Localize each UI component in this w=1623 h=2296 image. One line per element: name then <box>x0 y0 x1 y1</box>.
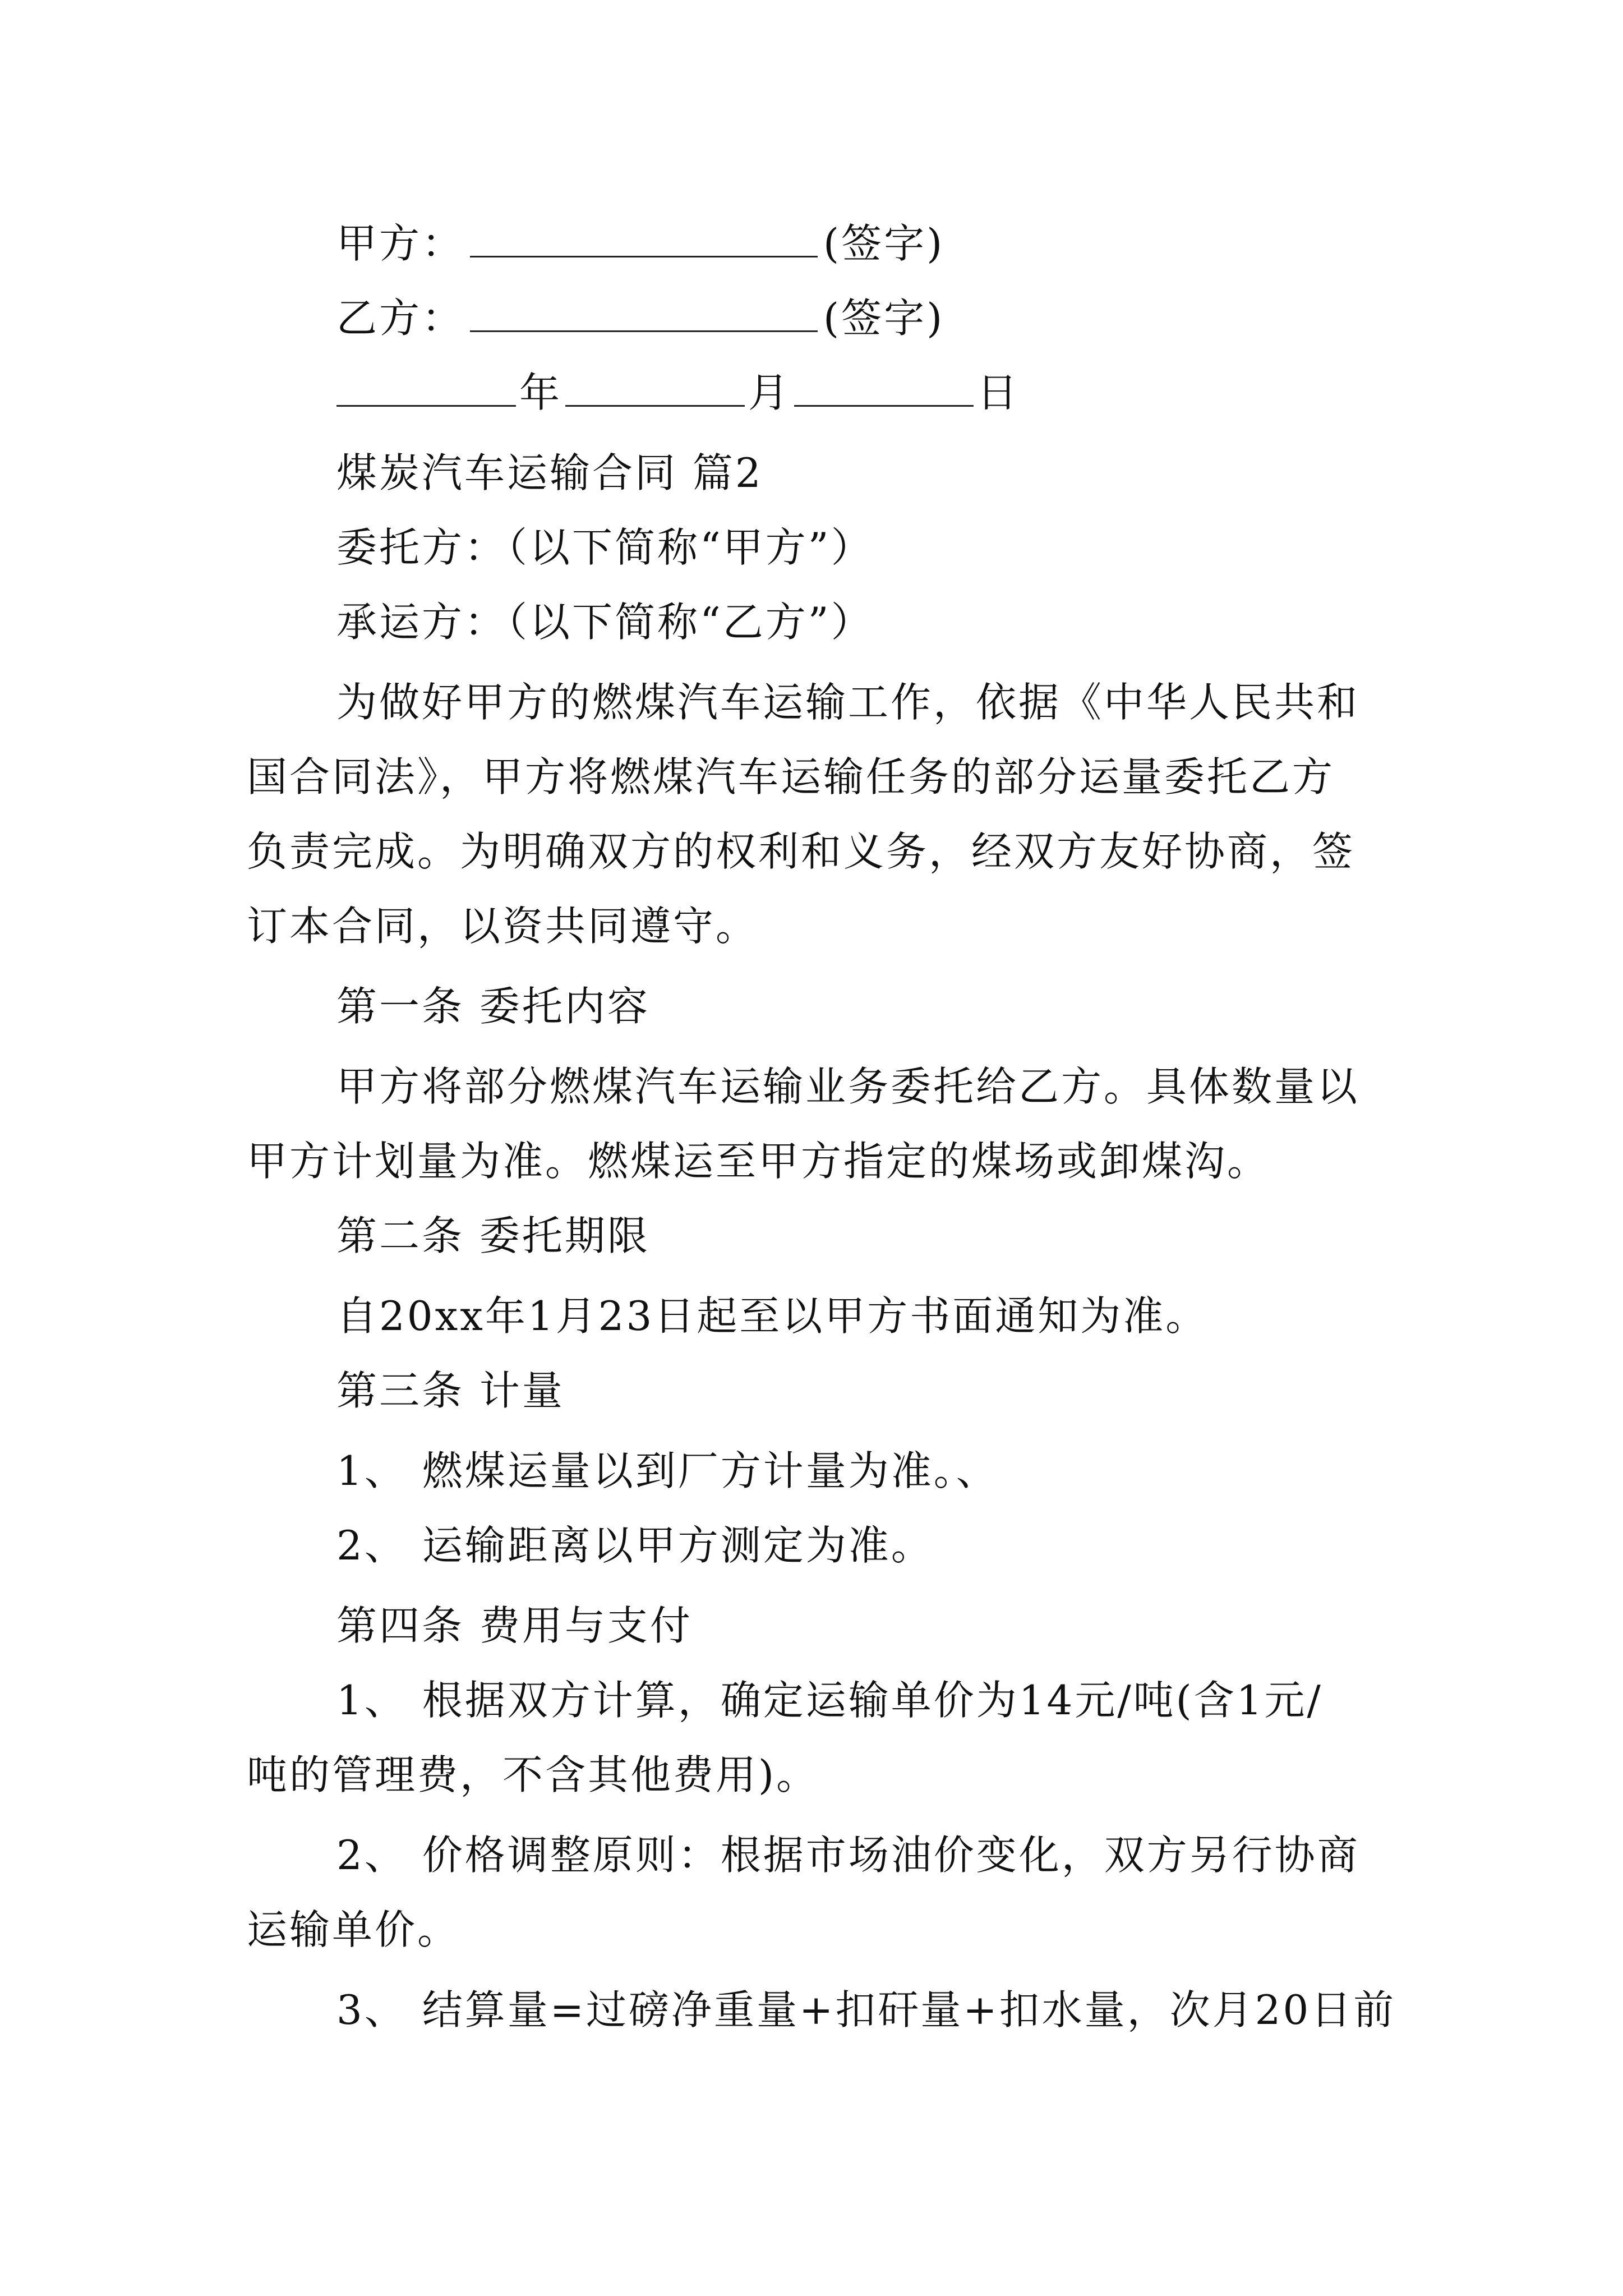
preamble-line-1: 为做好甲方的燃煤汽车运输工作，依据《中华人民共和 <box>336 679 1360 726</box>
article4-item1-line-1: 1、 根据双方计算，确定运输单价为14元/吨(含1元/ <box>336 1677 1323 1724</box>
article4-item2-line-2: 运输单价。 <box>247 1906 460 1953</box>
day-label: 日 <box>977 369 1020 416</box>
article4-item1-line-2: 吨的管理费，不含其他费用)。 <box>247 1751 819 1798</box>
party-b-label: 乙方： <box>336 295 465 342</box>
article2-heading: 第二条 委托期限 <box>336 1212 650 1259</box>
article3-item-1: 1、 燃煤运量以到厂方计量为准。、 <box>336 1447 999 1494</box>
contract-title: 煤炭汽车运输合同 篇2 <box>336 449 763 496</box>
article1-line-2: 甲方计划量为准。燃煤运至甲方指定的煤场或卸煤沟。 <box>247 1138 1270 1185</box>
party-a-signature-line <box>336 215 1391 272</box>
carrier-party-line: 承运方：（以下简称“乙方”） <box>336 599 874 646</box>
article1-line-1: 甲方将部分燃煤汽车运输业务委托给乙方。具体数量以 <box>336 1063 1360 1110</box>
month-blank <box>565 366 745 407</box>
article4-heading: 第四条 费用与支付 <box>336 1602 693 1649</box>
preamble-line-3: 负责完成。为明确双方的权利和义务，经双方友好协商，签 <box>247 828 1355 875</box>
article4-item2-line-1: 2、 价格调整原则：根据市场油价变化，双方另行协商 <box>336 1832 1360 1879</box>
party-b-signature-blank <box>470 291 818 332</box>
year-blank <box>336 366 516 407</box>
date-line <box>336 365 1391 421</box>
article3-item-2: 2、 运输距离以甲方测定为准。 <box>336 1522 934 1569</box>
article4-item3-line-1: 3、 结算量=过磅净重量+扣矸量+扣水量，次月20日前 <box>336 1986 1396 2033</box>
article1-heading: 第一条 委托内容 <box>336 983 650 1030</box>
preamble-line-2: 国合同法》，甲方将燃煤汽车运输任务的部分运量委托乙方 <box>247 753 1335 800</box>
article2-line-1: 自20xx年1月23日起至以甲方书面通知为准。 <box>336 1292 1209 1340</box>
preamble-line-4: 订本合同，以资共同遵守。 <box>247 903 759 950</box>
day-blank <box>794 366 974 407</box>
party-b-signature-line <box>336 290 1391 346</box>
client-party-line: 委托方：（以下简称“甲方”） <box>336 524 874 571</box>
month-label: 月 <box>748 369 791 416</box>
party-a-sign-suffix: (签字) <box>823 220 945 267</box>
party-a-label: 甲方： <box>336 220 465 267</box>
party-b-sign-suffix: (签字) <box>823 295 945 342</box>
party-a-signature-blank <box>470 217 818 257</box>
year-label: 年 <box>519 369 562 416</box>
article3-heading: 第三条 计量 <box>336 1367 565 1414</box>
